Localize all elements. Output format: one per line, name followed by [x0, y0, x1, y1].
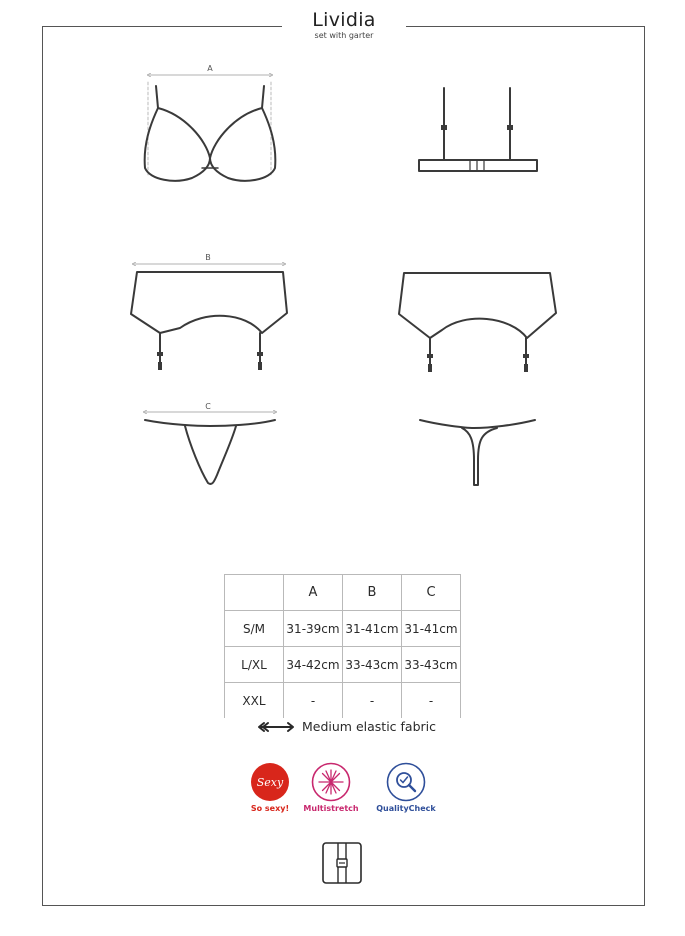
column-header-b: B [343, 575, 402, 611]
multistretch-icon [311, 762, 351, 802]
table-cell: 34-42cm [284, 647, 343, 683]
table-row [225, 611, 461, 647]
table-cell: 31-39cm [284, 611, 343, 647]
size-label: S/M [225, 611, 284, 647]
table-row [225, 683, 461, 719]
quality-check-badge [366, 762, 446, 813]
bra-back-drawing [419, 88, 537, 171]
column-header-a: A [284, 575, 343, 611]
thong-back-drawing [420, 420, 535, 485]
sexy-badge-icon [250, 762, 290, 802]
table-cell: 33-43cm [343, 647, 402, 683]
fabric-note [256, 719, 436, 734]
table-cell: 33-43cm [402, 647, 461, 683]
table-cell: - [343, 683, 402, 719]
table-cell: - [284, 683, 343, 719]
size-table-header-row [225, 575, 461, 611]
column-header-c: C [402, 575, 461, 611]
product-title: Lividia [312, 9, 376, 31]
multistretch-badge [291, 762, 371, 813]
table-cell: 31-41cm [402, 611, 461, 647]
dimension-label-c: C [205, 402, 211, 411]
double-arrow-icon [256, 721, 296, 733]
dimension-label-b: B [205, 253, 211, 262]
table-cell: 31-41cm [343, 611, 402, 647]
fabric-note-text: Medium elastic fabric [302, 719, 436, 734]
sexy-logo-text: Sexy [256, 776, 284, 789]
thong-front-drawing [145, 402, 275, 484]
product-subtitle: set with garter [314, 31, 374, 40]
garter-back-drawing [399, 273, 556, 372]
dimension-label-a: A [207, 64, 213, 73]
garter-front-drawing [131, 253, 287, 370]
table-cell: - [402, 683, 461, 719]
quality-check-icon [386, 762, 426, 802]
closure-icon [322, 842, 362, 884]
bra-front-drawing [145, 64, 276, 181]
sexy-label: So sexy! [250, 804, 290, 813]
size-table-corner [225, 575, 284, 611]
size-label: XXL [225, 683, 284, 719]
table-row [225, 647, 461, 683]
size-label: L/XL [225, 647, 284, 683]
size-table [224, 574, 461, 718]
quality-check-label: QualityCheck [376, 804, 436, 813]
multistretch-label: Multistretch [303, 804, 359, 813]
